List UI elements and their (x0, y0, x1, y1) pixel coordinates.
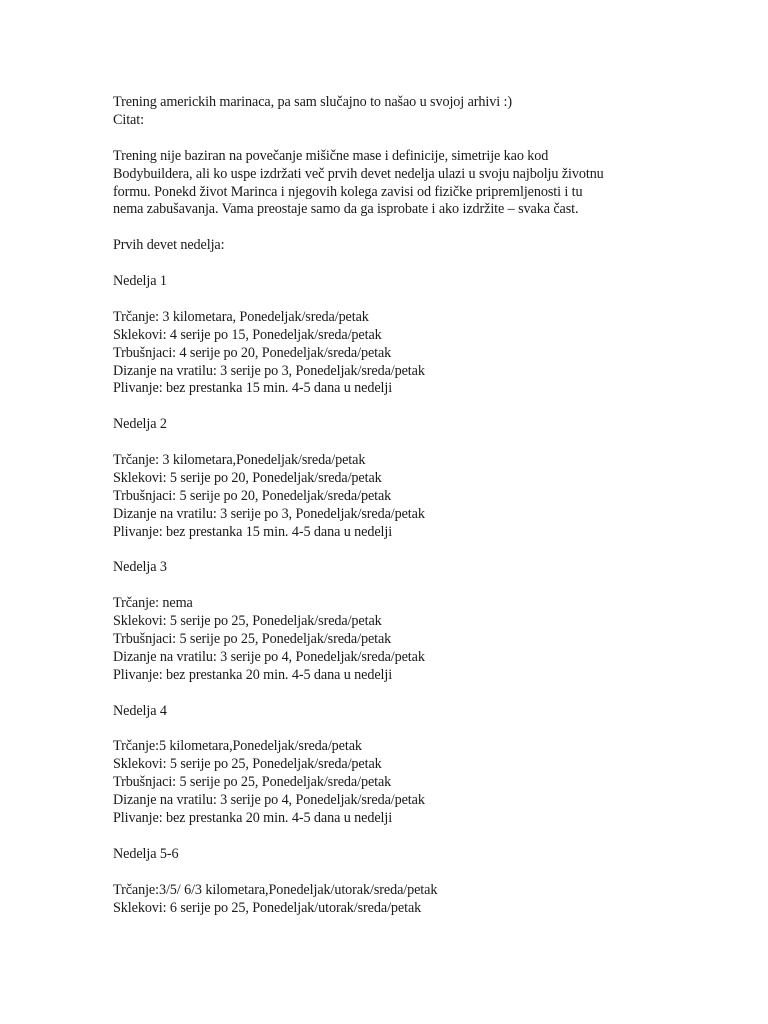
week-exercise-list (113, 738, 673, 828)
exercise-item: Plivanje: bez prestanka 20 min. 4-5 dana u nedelji (113, 810, 393, 827)
week-section-1 (113, 273, 673, 398)
exercise-item: Plivanje: bez prestanka 20 min. 4-5 dana u nedelji (113, 666, 393, 683)
exercise-item: Trčanje:3/5/ 6/3 kilometara,Ponedeljak/utorak/sreda/petak (113, 881, 438, 898)
exercise-item: Trbušnjaci: 5 serije po 25, Ponedeljak/sreda/petak (113, 774, 392, 791)
week-section-3 (113, 559, 673, 684)
exercise-item: Trbušnjaci: 5 serije po 20, Ponedeljak/sreda/petak (113, 487, 392, 504)
week-section-4 (113, 703, 673, 828)
program-subtitle-block (113, 237, 673, 255)
exercise-item: Sklekovi: 5 serije po 25, Ponedeljak/sreda/petak (113, 613, 382, 630)
exercise-item: Trbušnjaci: 5 serije po 25, Ponedeljak/sreda/petak (113, 631, 392, 648)
intro-line: Trening nije baziran na povečanje mišične mase i definicije, simetrije kao kod (113, 147, 549, 164)
exercise-item: Trčanje: 3 kilometara, Ponedeljak/sreda/petak (113, 308, 369, 325)
exercise-item: Trčanje: 3 kilometara,Ponedeljak/sreda/petak (113, 452, 366, 469)
week-exercise-list (113, 595, 673, 685)
week-heading: Nedelja 2 (113, 416, 167, 433)
document-title: Trening americkih marinaca, pa sam slučajno to našao u svojoj arhivi :) (113, 94, 512, 110)
exercise-item: Dizanje na vratilu: 3 serije po 4, Ponedeljak/sreda/petak (113, 648, 425, 665)
exercise-item: Plivanje: bez prestanka 15 min. 4-5 dana u nedelji (113, 380, 393, 397)
citat-label: Citat: (113, 111, 144, 128)
week-exercise-list (113, 882, 673, 918)
exercise-item: Trčanje:5 kilometara,Ponedeljak/sreda/petak (113, 738, 362, 755)
exercise-item: Sklekovi: 5 serije po 20, Ponedeljak/sreda/petak (113, 469, 382, 486)
intro-line: Bodybuildera, ali ko uspe izdržati več prvih devet nedelja ulazi u svoju najbolju životnu (113, 165, 604, 182)
exercise-item: Dizanje na vratilu: 3 serije po 3, Ponedeljak/sreda/petak (113, 505, 425, 522)
exercise-item: Trbušnjaci: 4 serije po 20, Ponedeljak/sreda/petak (113, 344, 392, 361)
document-page (113, 94, 673, 918)
intro-line: nema zabušavanja. Vama preostaje samo da ga isprobate i ako izdržite – svaka čast. (113, 201, 579, 218)
exercise-item: Plivanje: bez prestanka 15 min. 4-5 dana u nedelji (113, 523, 393, 540)
exercise-item: Sklekovi: 5 serije po 25, Ponedeljak/sreda/petak (113, 756, 382, 773)
week-heading: Nedelja 5-6 (113, 845, 179, 862)
exercise-item: Sklekovi: 6 serije po 25, Ponedeljak/utorak/sreda/petak (113, 899, 422, 916)
exercise-item: Trčanje: nema (113, 595, 193, 612)
week-heading: Nedelja 1 (113, 273, 167, 290)
exercise-item: Sklekovi: 4 serije po 15, Ponedeljak/sreda/petak (113, 326, 382, 343)
week-exercise-list (113, 452, 673, 542)
intro-paragraph (113, 148, 673, 220)
exercise-item: Dizanje na vratilu: 3 serije po 3, Ponedeljak/sreda/petak (113, 362, 425, 379)
week-exercise-list (113, 309, 673, 399)
program-subtitle: Prvih devet nedelja: (113, 237, 225, 254)
exercise-item: Dizanje na vratilu: 3 serije po 4, Ponedeljak/sreda/petak (113, 792, 425, 809)
week-section-5-6 (113, 846, 673, 918)
week-heading: Nedelja 3 (113, 559, 167, 576)
week-section-2 (113, 416, 673, 541)
document-header (113, 94, 673, 130)
week-heading: Nedelja 4 (113, 702, 167, 719)
intro-line: formu. Ponekd život Marinca i njegovih kolega zavisi od fizičke pripremljenosti i tu (113, 183, 583, 200)
